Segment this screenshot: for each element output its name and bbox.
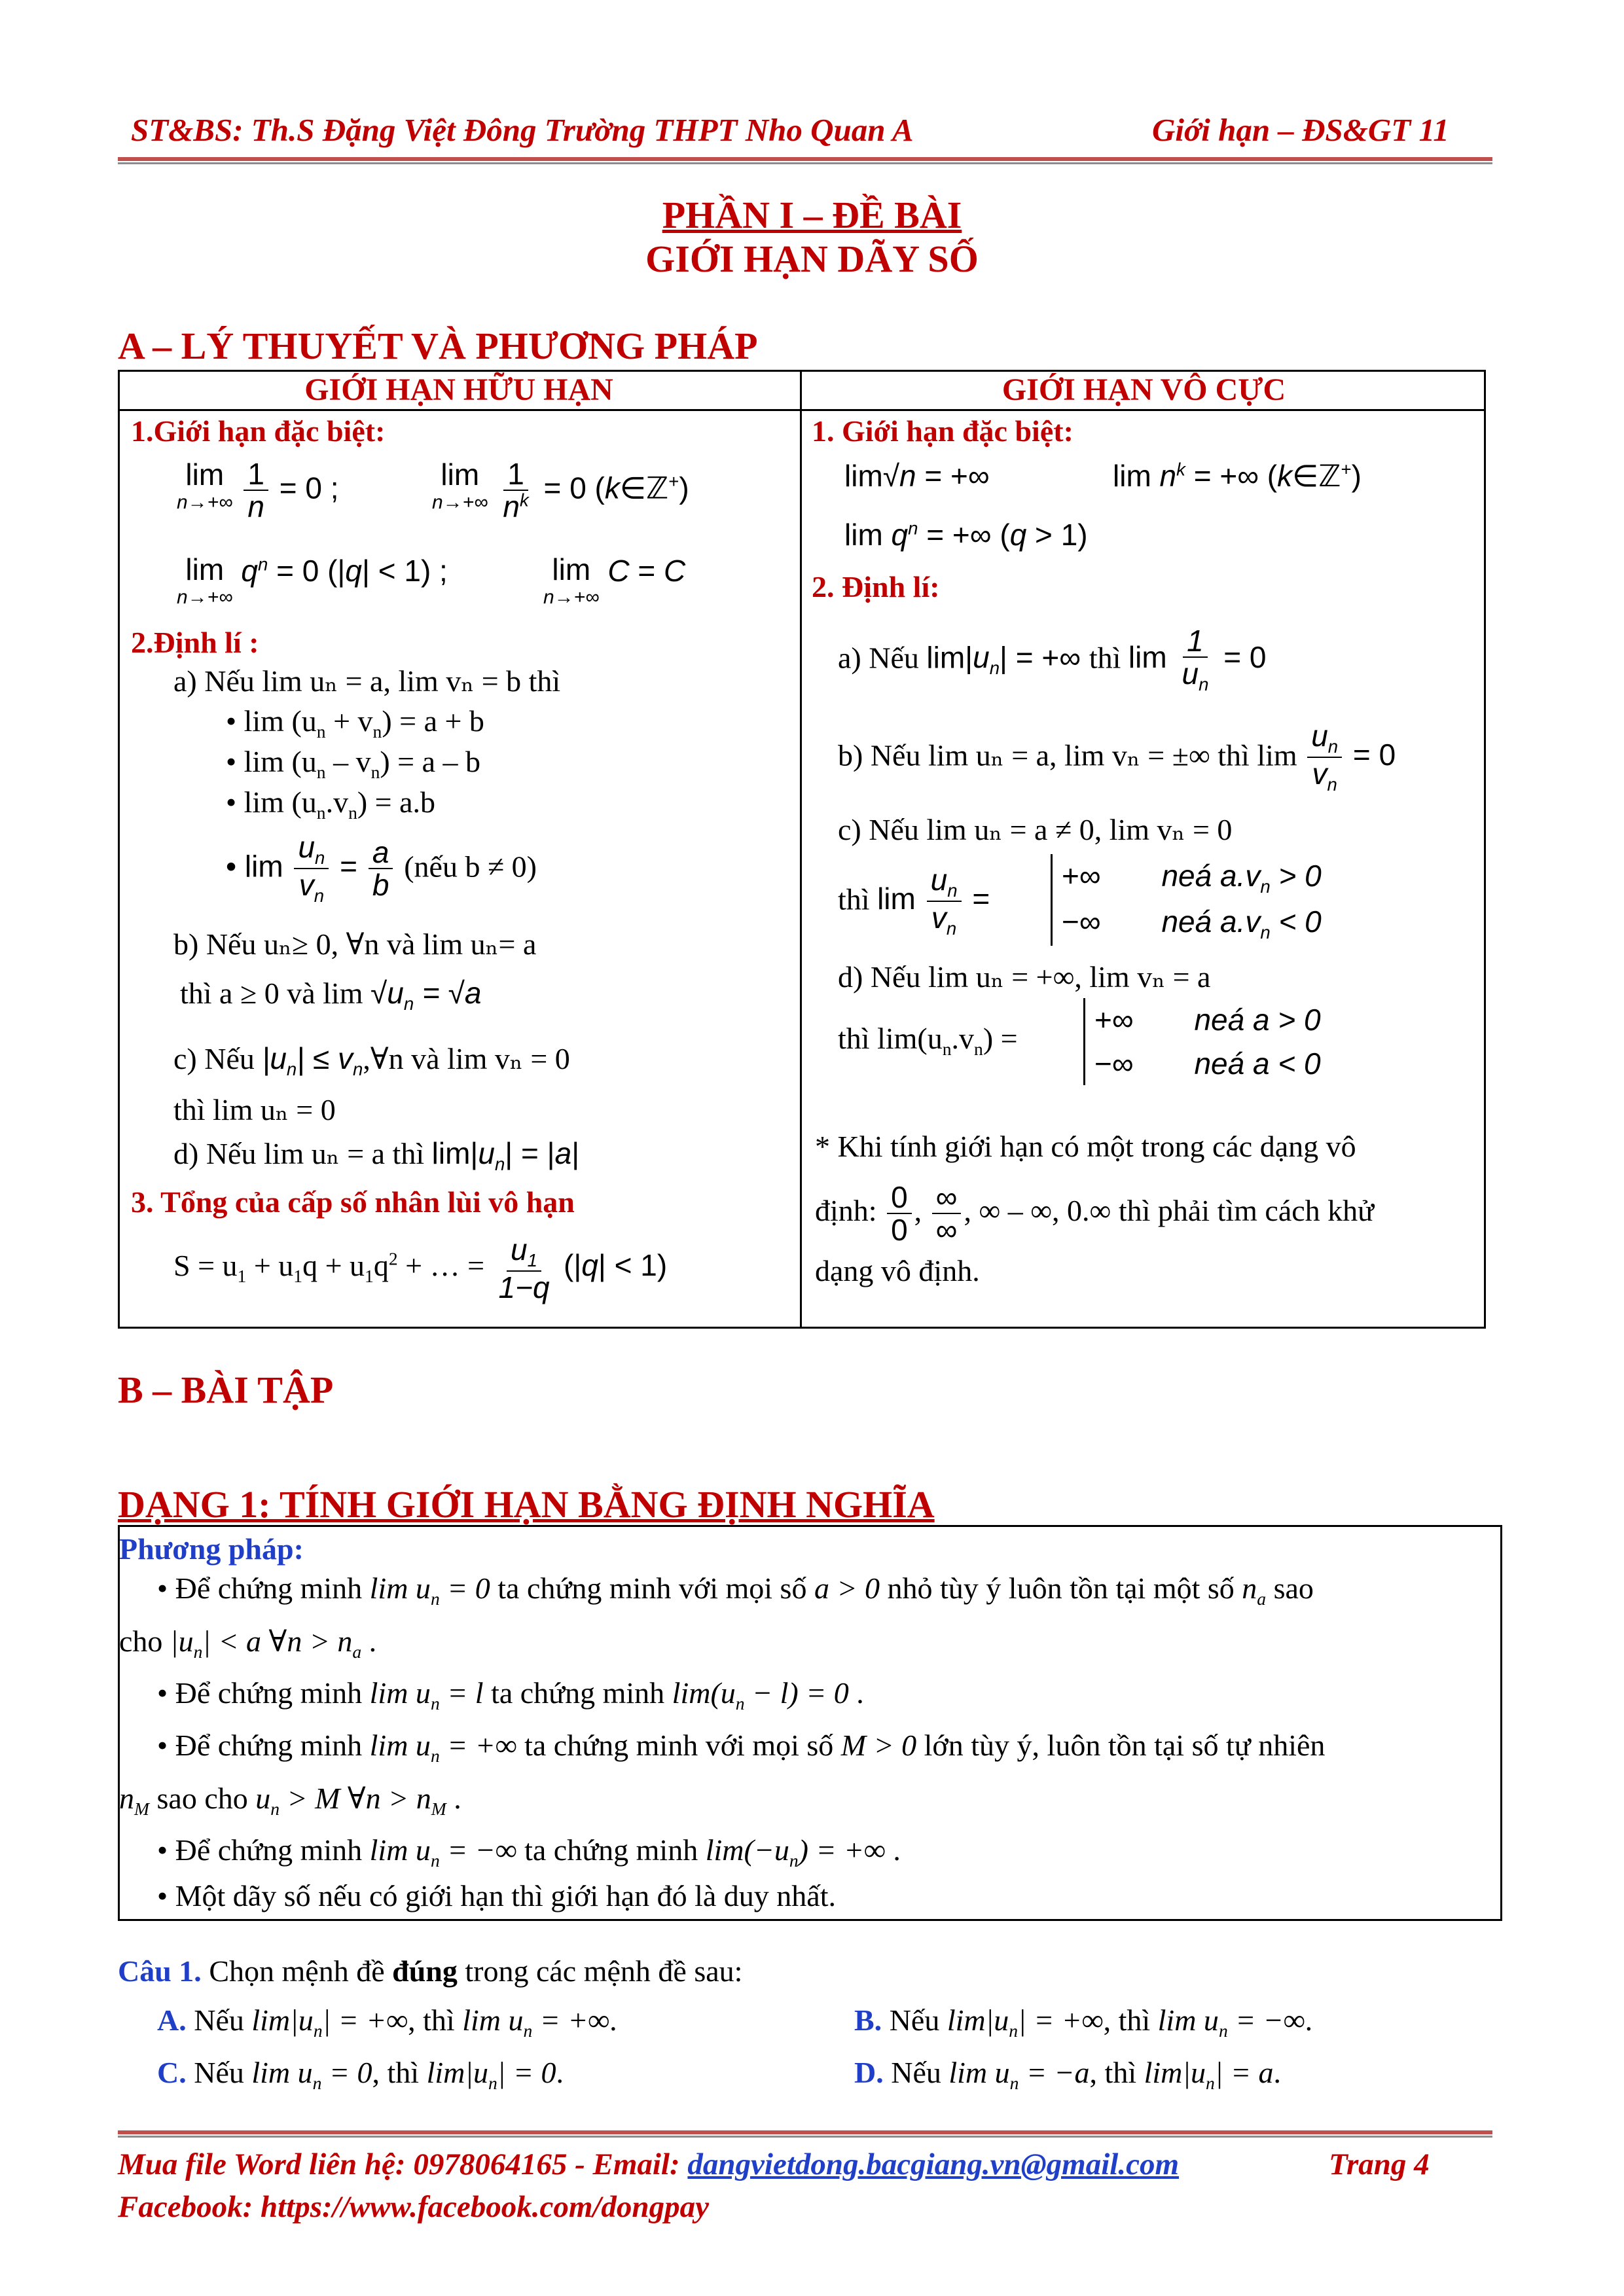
- product-rule: • $\lim (u_n.v_n) = a.b$: [226, 785, 436, 823]
- b2-text2: ta chứng minh: [491, 1676, 665, 1710]
- dang1-heading: DẠNG 1: TÍNH GIỚI HẠN BẰNG ĐỊNH NGHĨA: [118, 1483, 935, 1526]
- method-heading: Phương pháp:: [119, 1532, 304, 1566]
- case-label: neá: [1194, 1003, 1245, 1037]
- header-rule-thin: [118, 162, 1492, 164]
- indeterminate-note-line3: dạng vô định.: [815, 1254, 980, 1287]
- right-theorem-d1: d) Nếu lim uₙ = +∞, lim vₙ = a: [838, 960, 1211, 994]
- method-bullet-3-cont: $n_M$ sao cho $u_n > M$ ∀n > $n_M$ .: [119, 1782, 461, 1820]
- left-theorem-c2: thì lim uₙ = 0: [173, 1093, 336, 1126]
- method-bullet-1: • Để chứng minh $\lim u_n = 0$ ta chứng minh với mọi số a > 0 nhỏ tùy ý luôn tồn tại một số $n_a$ sao: [157, 1571, 1314, 1609]
- formula-lim-qn: lim n→+∞ $q^n = 0$ (|q| < 1) ;: [177, 552, 448, 608]
- method-bullet-1-cont: cho $|u_n| < a$ ∀n > $n_a$ .: [119, 1624, 377, 1662]
- question-label: Câu 1.: [118, 1954, 202, 1988]
- case-label: neá: [1161, 859, 1212, 893]
- option-b-mid: , thì: [1103, 2003, 1151, 2037]
- left-theorem-c1-text: c) Nếu: [173, 1042, 255, 1075]
- option-b-pre: Nếu: [889, 2003, 940, 2037]
- topic-title: GIỚI HẠN DÃY SỐ: [645, 238, 979, 280]
- right-then-c: thì: [838, 882, 870, 916]
- left-theorem-d: d) Nếu lim uₙ = a thì $\lim|u_n| = |a|$: [173, 1136, 580, 1175]
- footer-rule: [118, 2130, 1492, 2134]
- geometric-series-heading: 3. Tổng của cấp số nhân lùi vô hạn: [131, 1185, 575, 1219]
- quotient-condition: (nếu b ≠ 0): [404, 850, 537, 884]
- header-right: Giới hạn – ĐS&GT 11: [1152, 112, 1449, 148]
- formula-lim-qn-infinity: $\lim q^n$ = +∞ (q > 1): [844, 518, 1088, 552]
- footer-page-number: Trang 4: [1329, 2147, 1430, 2181]
- indeterminate-note-line2: định: $\frac{0}{0}$ , $\frac{\infty}{\infty}$ , ∞ – ∞, 0.∞ thì phải tìm cách khử: [815, 1180, 1375, 1247]
- left-theorem-heading: 2.Định lí :: [131, 626, 259, 659]
- difference-rule: • $\lim (u_n - v_n) = a - b$: [226, 745, 481, 783]
- header-left: ST&BS: Th.S Đặng Việt Đông Trường THPT Nho Quan A: [131, 112, 914, 148]
- left-theorem-b2: thì a ≥ 0 và $\lim √u_n = √a$: [180, 976, 482, 1014]
- footer-contact-text: Mua file Word liên hệ: 0978064165 - Email:: [118, 2147, 680, 2181]
- question-emphasis: đúng: [392, 1954, 458, 1988]
- table-divider: [800, 370, 802, 1329]
- question-text: Chọn mệnh đề: [209, 1954, 385, 1988]
- table-head-rule: [118, 409, 1486, 411]
- header-rule: [118, 157, 1492, 161]
- quotient-rule: • lim $\frac{u_n}{v_n}$ = $\frac{a}{b}$ (nếu b ≠ 0): [226, 830, 537, 906]
- sum-rule: • $\lim (u_n + v_n) = a + b$: [226, 704, 484, 742]
- option-d[interactable]: D. Nếu $\lim u_n = -a$, thì $\lim|u_n| = a$.: [854, 2056, 1282, 2094]
- formula-lim-constant: lim n→+∞ C = C: [543, 552, 686, 608]
- right-theorem-a: a) Nếu $\lim|u_n|$ = +∞ thì lim $\frac{1}{u_n}$ = 0: [838, 624, 1267, 695]
- footer-contact: [118, 2147, 1179, 2182]
- option-c-pre: Nếu: [194, 2056, 244, 2089]
- formula-lim-sqrt-n: lim√n = +∞: [844, 459, 990, 493]
- left-theorem-c1-tail: ,∀n và lim vₙ = 0: [363, 1042, 570, 1075]
- right-column-heading: GIỚI HẠN VÔ CỰC: [1001, 372, 1286, 407]
- right-theorem-b: b) Nếu lim uₙ = a, lim vₙ = ±∞ thì lim $\frac{u_n}{v_n}$ = 0: [838, 719, 1396, 795]
- option-c-key: C.: [157, 2056, 187, 2089]
- question-1: [118, 1954, 742, 1988]
- section-b-heading: B – BÀI TẬP: [118, 1369, 334, 1411]
- footer-rule-thin: [118, 2136, 1492, 2138]
- b3-text2: ta chứng minh với mọi số: [524, 1729, 834, 1762]
- left-special-limits-heading: 1.Giới hạn đặc biệt:: [131, 414, 386, 448]
- right-theorem-a-text: a) Nếu: [838, 641, 919, 675]
- option-a-pre: Nếu: [194, 2003, 244, 2037]
- left-column-heading: GIỚI HẠN HỮU HẠN: [304, 372, 613, 407]
- option-a-mid: , thì: [408, 2003, 455, 2037]
- formula-lim-1-over-n: lim n→+∞ $\frac{1}{n}$ = 0 ;: [177, 457, 339, 524]
- b3-text: Để chứng minh: [175, 1729, 363, 1762]
- formula-lim-1-over-nk: lim n→+∞ $\frac{1}{n^k}$ = 0 (k∈ℤ+): [432, 457, 689, 524]
- case-label: neá: [1161, 905, 1212, 939]
- b1-text: Để chứng minh: [175, 1571, 363, 1605]
- footer-email-link[interactable]: dangvietdong.bacgiang.vn@gmail.com: [687, 2147, 1180, 2181]
- b3-text3: lớn tùy ý, luôn tồn tại số tự nhiên: [924, 1729, 1326, 1762]
- b4-text2: ta chứng minh: [524, 1833, 698, 1867]
- method-bullet-4: • Để chứng minh $\lim u_n$ = −∞ ta chứng minh $\lim(-u_n)$ = +∞ .: [157, 1833, 901, 1871]
- right-theorem-c-cases: +∞ neá $a.v_n > 0$ −∞ neá $a.v_n < 0$: [1051, 854, 1322, 946]
- option-d-mid: , thì: [1089, 2056, 1137, 2089]
- method-bullet-5: • Một dãy số nếu có giới hạn thì giới hạn đó là duy nhất.: [157, 1879, 837, 1912]
- option-a[interactable]: A. Nếu $\lim|u_n|$ = +∞, thì $\lim u_n$ = +∞.: [157, 2003, 617, 2041]
- left-theorem-b1: b) Nếu uₙ≥ 0, ∀n và lim uₙ= a: [173, 927, 537, 961]
- b2-text: Để chứng minh: [175, 1676, 363, 1710]
- right-theorem-b-text: b) Nếu lim uₙ = a, lim vₙ = ±∞ thì lim: [838, 738, 1297, 772]
- right-special-limits-heading: 1. Giới hạn đặc biệt:: [812, 414, 1074, 448]
- indeterminate-note-line1: * Khi tính giới hạn có một trong các dạng vô: [815, 1130, 1356, 1163]
- note-label: định:: [815, 1193, 877, 1227]
- left-theorem-a: a) Nếu lim uₙ = a, lim vₙ = b thì: [173, 664, 561, 698]
- left-theorem-d-text: d) Nếu lim uₙ = a thì: [173, 1137, 425, 1170]
- b1-text4: sao: [1273, 1571, 1314, 1605]
- option-c[interactable]: C. Nếu $\lim u_n = 0$, thì $\lim|u_n| = 0$.: [157, 2056, 564, 2094]
- method-bullet-2: • Để chứng minh $\lim u_n = l$ ta chứng minh $\lim(u_n - l) = 0$ .: [157, 1676, 864, 1714]
- right-theorem-c1: c) Nếu lim uₙ = a ≠ 0, lim vₙ = 0: [838, 813, 1233, 846]
- option-d-pre: Nếu: [891, 2056, 941, 2089]
- option-b[interactable]: B. Nếu $\lim|u_n|$ = +∞, thì $\lim u_n$ = −∞.: [854, 2003, 1313, 2041]
- case-label: neá: [1194, 1046, 1245, 1081]
- b4-text: Để chứng minh: [175, 1833, 363, 1867]
- formula-lim-nk: $\lim n^k$ = +∞ (k∈ℤ+): [1113, 459, 1362, 493]
- geometric-series-formula: $S = u_1 + u_1q + u_1q^2$ + … = $\frac{u_1}{1-q}$ (|q| < 1): [173, 1232, 668, 1305]
- option-c-mid: , thì: [372, 2056, 420, 2089]
- right-theorem-heading: 2. Định lí:: [812, 570, 940, 603]
- option-b-key: B.: [854, 2003, 882, 2037]
- right-theorem-c2: thì lim $\frac{u_n}{v_n}$ =: [838, 863, 990, 939]
- option-d-key: D.: [854, 2056, 884, 2089]
- footer-facebook[interactable]: Facebook: https://www.facebook.com/dongpay: [118, 2190, 709, 2224]
- right-theorem-d-cases: +∞ neá a > 0 −∞ neá a < 0: [1083, 998, 1321, 1085]
- right-then-d: thì: [838, 1022, 870, 1055]
- option-a-key: A.: [157, 2003, 187, 2037]
- section-a-heading: A – LÝ THUYẾT VÀ PHƯƠNG PHÁP: [118, 325, 758, 367]
- b5-text: Một dãy số nếu có giới hạn thì giới hạn đó là duy nhất.: [175, 1879, 837, 1912]
- part-title: PHẦN I – ĐỀ BÀI: [662, 194, 962, 236]
- method-bullet-3: • Để chứng minh $\lim u_n$ = +∞ ta chứng minh với mọi số M > 0 lớn tùy ý, luôn tồn tại số tự nhiên: [157, 1729, 1326, 1767]
- b1-text2: ta chứng minh với mọi số: [497, 1571, 807, 1605]
- right-theorem-d2: thì $\lim(u_n.v_n)$ =: [838, 1022, 1018, 1060]
- note-forms: , ∞ – ∞, 0.∞ thì phải tìm cách khử: [964, 1193, 1375, 1227]
- question-text-tail: trong các mệnh đề sau:: [465, 1954, 743, 1988]
- b1-text5: cho: [119, 1624, 163, 1658]
- b3-text4: sao cho: [156, 1782, 248, 1815]
- b1-text3: nhỏ tùy ý luôn tồn tại một số: [887, 1571, 1235, 1605]
- left-theorem-b2-text: thì a ≥ 0 và lim: [180, 977, 363, 1010]
- left-theorem-c1: c) Nếu $|u_n|$ ≤ $v_n,\forall n$ và lim vₙ = 0: [173, 1041, 570, 1080]
